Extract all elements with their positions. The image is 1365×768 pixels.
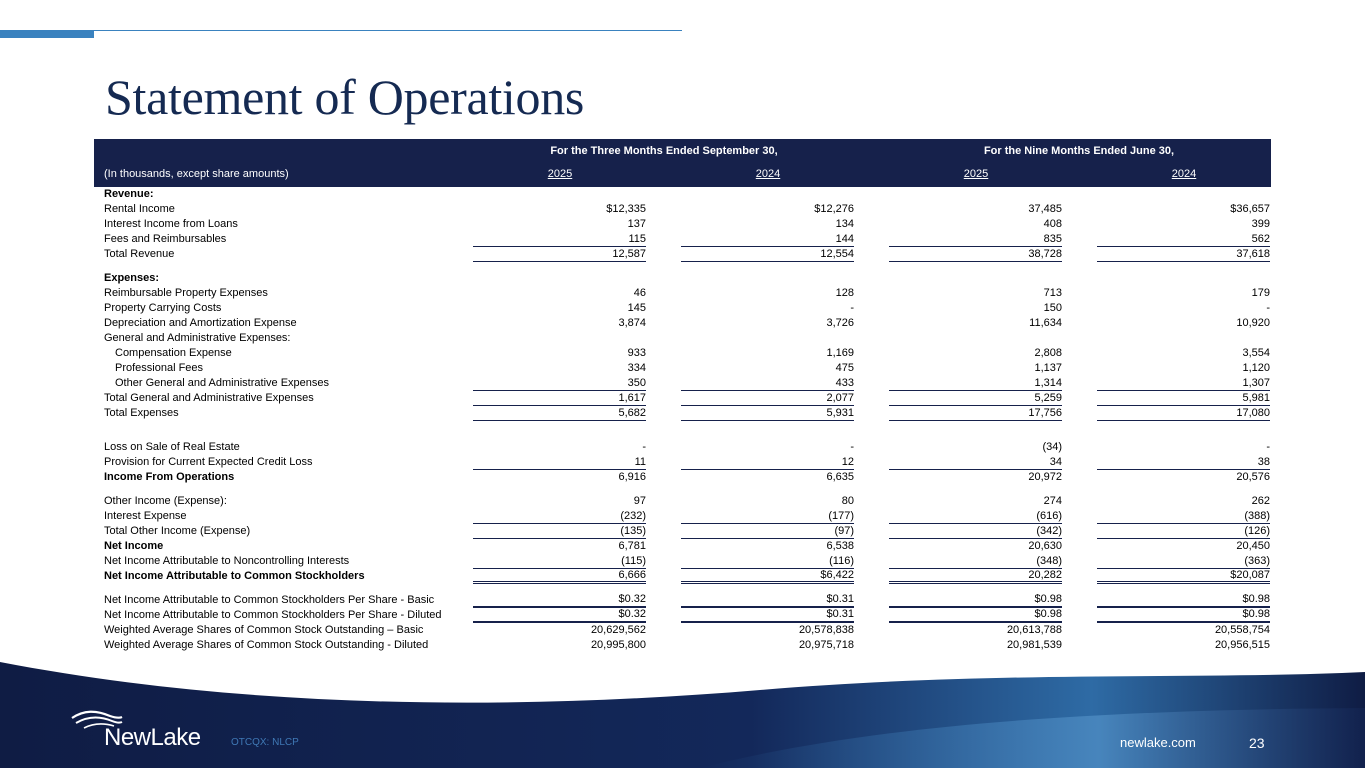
row-value: 3,554 xyxy=(1242,347,1270,359)
table-row xyxy=(0,286,1365,301)
row-value: $0.98 xyxy=(1097,608,1270,623)
header-year: 2024 xyxy=(1171,168,1197,180)
table-row xyxy=(0,455,1365,470)
row-value: - xyxy=(850,302,854,314)
table-row xyxy=(0,232,1365,247)
row-value: 835 xyxy=(889,232,1062,247)
row-value: 37,618 xyxy=(1097,247,1270,262)
brand-name: NewLake xyxy=(104,724,201,751)
table-row xyxy=(0,331,1365,346)
row-label: Depreciation and Amortization Expense xyxy=(104,317,297,329)
row-value: (97) xyxy=(681,524,854,539)
row-value: (348) xyxy=(889,554,1062,569)
row-value: (34) xyxy=(1042,441,1062,453)
row-value: (126) xyxy=(1097,524,1270,539)
header-units: (In thousands, except share amounts) xyxy=(104,168,289,180)
row-value: 20,981,539 xyxy=(1006,639,1062,651)
row-value: 5,981 xyxy=(1097,391,1270,406)
row-label: Net Income Attributable to Common Stockholders Per Share - Basic xyxy=(104,594,435,606)
row-value: 274 xyxy=(1043,495,1062,507)
row-value: - xyxy=(1266,302,1270,314)
row-value: 150 xyxy=(1043,302,1062,314)
table-row xyxy=(0,376,1365,391)
row-value: 20,282 xyxy=(889,569,1062,584)
table-row xyxy=(0,316,1365,331)
row-value: 80 xyxy=(841,495,854,507)
row-label: Rental Income xyxy=(104,203,175,215)
row-value: 3,726 xyxy=(826,317,854,329)
row-value: $0.98 xyxy=(889,593,1062,608)
row-value: 144 xyxy=(681,232,854,247)
header-nine-months: For the Nine Months Ended June 30, xyxy=(983,145,1175,157)
row-value: 2,808 xyxy=(1034,347,1062,359)
row-value: (342) xyxy=(889,524,1062,539)
row-label: Weighted Average Shares of Common Stock Outstanding - Diluted xyxy=(104,639,429,651)
row-spacer xyxy=(0,262,1365,271)
row-value: 2,077 xyxy=(681,391,854,406)
header-year: 2025 xyxy=(963,168,989,180)
row-value: - xyxy=(642,441,646,453)
table-row xyxy=(0,539,1365,554)
table-row xyxy=(0,440,1365,455)
row-value: 5,931 xyxy=(681,406,854,421)
row-value: 408 xyxy=(1043,218,1062,230)
row-label: Fees and Reimbursables xyxy=(104,233,227,245)
row-value: 1,617 xyxy=(473,391,646,406)
row-value: 6,635 xyxy=(826,471,854,483)
header-year: 2024 xyxy=(755,168,781,180)
row-value: (115) xyxy=(473,554,646,569)
row-value: 6,666 xyxy=(473,569,646,584)
row-value: 11,634 xyxy=(1029,317,1062,329)
row-label: Net Income Attributable to Common Stockholders xyxy=(104,570,365,582)
row-value: - xyxy=(1266,441,1270,453)
table-row xyxy=(0,608,1365,623)
row-value: $12,276 xyxy=(814,203,854,215)
row-value: 37,485 xyxy=(1028,203,1062,215)
table-row xyxy=(0,187,1365,202)
row-value: $0.32 xyxy=(473,608,646,623)
row-value: 145 xyxy=(627,302,646,314)
row-value: 11 xyxy=(473,455,646,470)
table-row xyxy=(0,217,1365,232)
row-value: 46 xyxy=(633,287,646,299)
row-value: (616) xyxy=(889,509,1062,524)
row-value: 1,307 xyxy=(1097,376,1270,391)
row-value: 20,972 xyxy=(1028,471,1062,483)
row-value: 1,169 xyxy=(826,347,854,359)
row-label: Total General and Administrative Expenses xyxy=(104,392,314,404)
table-header xyxy=(94,139,1271,187)
row-label: Weighted Average Shares of Common Stock Outstanding – Basic xyxy=(104,624,424,636)
row-value: 350 xyxy=(473,376,646,391)
row-label: Other General and Administrative Expenses xyxy=(115,377,330,389)
table-row xyxy=(0,361,1365,376)
table-row xyxy=(0,509,1365,524)
row-value: $0.98 xyxy=(889,608,1062,623)
row-label: Other Income (Expense): xyxy=(104,495,227,507)
row-value: (177) xyxy=(681,509,854,524)
row-value: 20,956,515 xyxy=(1214,639,1270,651)
row-value: 20,558,754 xyxy=(1214,624,1270,636)
row-value: $0.31 xyxy=(681,593,854,608)
ticker-symbol: OTCQX: NLCP xyxy=(231,737,299,748)
row-label: Loss on Sale of Real Estate xyxy=(104,441,240,453)
row-value: $0.32 xyxy=(473,593,646,608)
row-value: 933 xyxy=(627,347,646,359)
row-value: 38 xyxy=(1097,455,1270,470)
table-row xyxy=(0,391,1365,406)
page-number: 23 xyxy=(1249,735,1265,751)
row-value: $20,087 xyxy=(1097,569,1270,584)
row-value: 399 xyxy=(1251,218,1270,230)
row-value: $12,335 xyxy=(606,203,646,215)
row-label: Compensation Expense xyxy=(115,347,232,359)
table-row xyxy=(0,494,1365,509)
row-value: 17,080 xyxy=(1097,406,1270,421)
row-value: 334 xyxy=(627,362,646,374)
row-value: 713 xyxy=(1043,287,1062,299)
header-three-months: For the Three Months Ended September 30, xyxy=(550,145,778,157)
row-value: 20,576 xyxy=(1236,471,1270,483)
row-label: Net Income Attributable to Common Stockholders Per Share - Diluted xyxy=(104,609,442,621)
row-value: $0.98 xyxy=(1097,593,1270,608)
row-value: 5,682 xyxy=(473,406,646,421)
table-row xyxy=(0,271,1365,286)
row-value: 433 xyxy=(681,376,854,391)
row-value: 134 xyxy=(835,218,854,230)
row-value: (232) xyxy=(473,509,646,524)
row-value: 20,975,718 xyxy=(798,639,854,651)
table-row xyxy=(0,470,1365,485)
row-value: 1,120 xyxy=(1242,362,1270,374)
row-value: 97 xyxy=(633,495,646,507)
row-label: Revenue: xyxy=(104,188,154,200)
row-label: Total Expenses xyxy=(104,407,179,419)
table-row xyxy=(0,406,1365,421)
row-value: 12 xyxy=(681,455,854,470)
row-spacer xyxy=(0,421,1365,440)
row-value: 38,728 xyxy=(889,247,1062,262)
row-value: 20,995,800 xyxy=(590,639,646,651)
row-value: 10,920 xyxy=(1236,317,1270,329)
row-spacer xyxy=(0,584,1365,593)
row-label: Net Income xyxy=(104,540,164,552)
row-value: 5,259 xyxy=(889,391,1062,406)
row-value: (363) xyxy=(1097,554,1270,569)
row-value: 1,137 xyxy=(1034,362,1062,374)
row-label: Interest Income from Loans xyxy=(104,218,238,230)
table-row xyxy=(0,247,1365,262)
row-spacer xyxy=(0,485,1365,494)
row-value: 20,450 xyxy=(1236,540,1270,552)
table-row xyxy=(0,301,1365,316)
row-value: 475 xyxy=(835,362,854,374)
top-accent-bar xyxy=(0,31,94,38)
row-value: 6,781 xyxy=(618,540,646,552)
row-value: 3,874 xyxy=(618,317,646,329)
row-value: 1,314 xyxy=(889,376,1062,391)
row-label: Total Revenue xyxy=(104,248,175,260)
table-row xyxy=(0,346,1365,361)
row-value: $0.31 xyxy=(681,608,854,623)
row-value: 115 xyxy=(473,232,646,247)
footer-wave xyxy=(0,650,1365,768)
table-row xyxy=(0,524,1365,539)
row-value: (388) xyxy=(1097,509,1270,524)
top-rule xyxy=(0,30,682,31)
row-value: 6,916 xyxy=(618,471,646,483)
row-value: 262 xyxy=(1251,495,1270,507)
page-title: Statement of Operations xyxy=(105,69,585,125)
row-value: 34 xyxy=(889,455,1062,470)
row-value: 12,554 xyxy=(681,247,854,262)
row-label: General and Administrative Expenses: xyxy=(104,332,291,344)
row-value: 137 xyxy=(627,218,646,230)
row-value: 17,756 xyxy=(889,406,1062,421)
row-label: Interest Expense xyxy=(104,510,187,522)
row-label: Total Other Income (Expense) xyxy=(104,525,251,537)
row-value: 6,538 xyxy=(826,540,854,552)
row-value: (135) xyxy=(473,524,646,539)
row-value: 20,629,562 xyxy=(590,624,646,636)
row-label: Reimbursable Property Expenses xyxy=(104,287,268,299)
row-value: $36,657 xyxy=(1230,203,1270,215)
row-label: Provision for Current Expected Credit Loss xyxy=(104,456,313,468)
row-label: Income From Operations xyxy=(104,471,235,483)
row-value: 20,630 xyxy=(1028,540,1062,552)
header-year: 2025 xyxy=(547,168,573,180)
row-label: Net Income Attributable to Noncontrolling Interests xyxy=(104,555,350,567)
row-label: Property Carrying Costs xyxy=(104,302,222,314)
row-value: 20,613,788 xyxy=(1006,624,1062,636)
row-value: - xyxy=(850,441,854,453)
row-value: 12,587 xyxy=(473,247,646,262)
table-row xyxy=(0,554,1365,569)
statement-table xyxy=(0,187,1365,653)
row-label: Expenses: xyxy=(104,272,160,284)
table-row xyxy=(0,623,1365,638)
website-link[interactable]: newlake.com xyxy=(1120,735,1196,750)
row-label: Professional Fees xyxy=(115,362,204,374)
table-row xyxy=(0,569,1365,584)
row-value: 562 xyxy=(1097,232,1270,247)
row-value: 128 xyxy=(835,287,854,299)
row-value: $6,422 xyxy=(681,569,854,584)
row-value: (116) xyxy=(681,554,854,569)
table-row xyxy=(0,202,1365,217)
row-value: 179 xyxy=(1251,287,1270,299)
row-value: 20,578,838 xyxy=(798,624,854,636)
table-row xyxy=(0,593,1365,608)
